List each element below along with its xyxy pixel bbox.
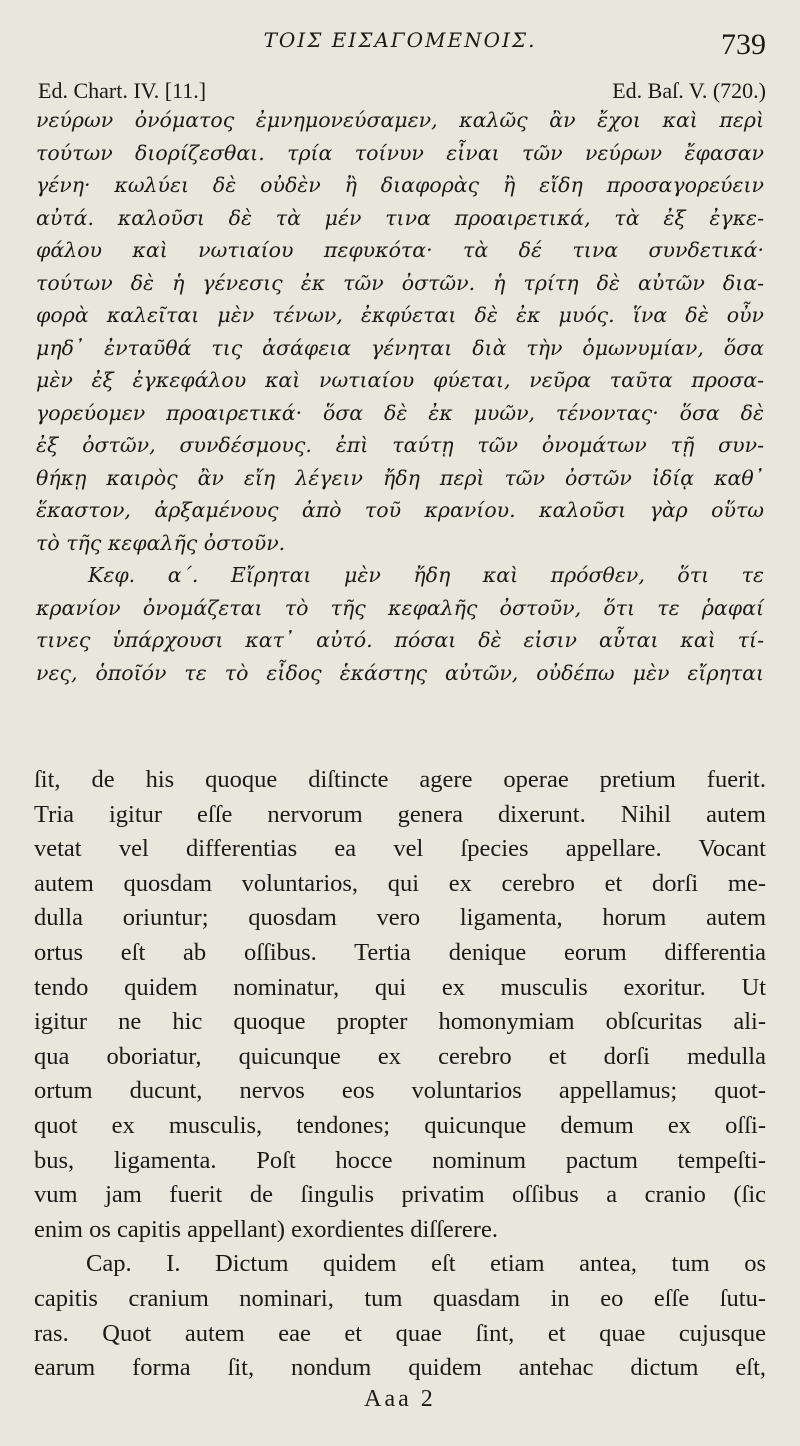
edition-chartier: Ed. Chart. IV. [11.] xyxy=(38,78,207,103)
greek-line: τινες ὑπάρχουσι κατ᾽ αὐτό. πόσαι δὲ εἰσιν αὗται καὶ τί- xyxy=(36,628,764,652)
greek-line: νεύρων ὀνόματος ἐμνημονεύσαμεν, καλῶς ἂν ἔχοι καὶ περὶ xyxy=(36,108,764,132)
latin-line: bus, ligamenta. Poſt hocce nominum pactum tempeſti- xyxy=(34,1146,766,1174)
greek-line: τούτων δὲ ἡ γένεσις ἐκ τῶν ὀστῶν. ἡ τρίτη δὲ αὐτῶν δια- xyxy=(36,270,764,295)
latin-line: igitur ne hic quoque propter homonymiam obſcuritas ali- xyxy=(34,1008,766,1036)
latin-line: quot ex musculis, tendones; quicunque demum ex oſſi- xyxy=(34,1111,766,1139)
latin-chapter-heading-line: Cap. I. Dictum quidem eſt etiam antea, tum os xyxy=(86,1250,766,1278)
latin-line: Tria igitur eſſe nervorum genera dixerunt. Nihil autem xyxy=(34,800,766,828)
latin-line: ras. Quot autem eae et quae ſint, et quae cujusque xyxy=(34,1319,766,1347)
signature-mark: Aaa 2 xyxy=(364,1386,436,1412)
greek-line: νες, ὁποῖόν τε τὸ εἶδος ἑκάστης αὐτῶν, οὐδέπω μὲν εἴρηται xyxy=(36,660,764,685)
greek-line: τὸ τῆς κεφαλῆς ὀστοῦν. xyxy=(36,530,286,555)
greek-line: τούτων διορίζεσθαι. τρία τοίνυν εἶναι τῶν νεύρων ἔφασαν xyxy=(36,140,764,165)
edition-references xyxy=(38,78,766,104)
latin-line: autem quosdam voluntarios, qui ex cerebro et dorſi me- xyxy=(34,869,766,897)
edition-basel: Ed. Baſ. V. (720.) xyxy=(612,78,766,103)
greek-line: γορεύομεν προαιρετικά· ὅσα δὲ ἐκ μυῶν, τένοντας· ὅσα δὲ xyxy=(36,400,764,425)
latin-line: enim os capitis appellant) exordientes diſſerere. xyxy=(34,1215,498,1243)
latin-text-block xyxy=(34,763,766,1386)
greek-line: γένη· κωλύει δὲ οὐδὲν ἢ διαφορὰς ἢ εἴδη προσαγορεύειν xyxy=(36,173,764,197)
greek-line: ἕκαστον, ἀρξαμένους ἀπὸ τοῦ κρανίου. καλοῦσι γὰρ οὕτω xyxy=(36,498,764,522)
greek-line: μὲν ἐξ ἐγκεφάλου καὶ νωτιαίου φύεται, νεῦρα ταῦτα προσα- xyxy=(36,368,764,392)
greek-line: μηδ᾽ ἐνταῦθά τις ἀσάφεια γένηται διὰ τὴν ὁμωνυμίαν, ὅσα xyxy=(36,335,764,360)
page-number: 739 xyxy=(721,28,766,61)
greek-chapter-heading-line: Κεφ. α΄. Εἴρηται μὲν ἤδη καὶ πρόσθεν, ὅτι τε xyxy=(88,563,764,587)
latin-line: tendo quidem nominatur, qui ex musculis exoritur. Ut xyxy=(34,973,766,1001)
greek-text-block xyxy=(36,104,764,689)
latin-line: vum jam fuerit de ſingulis privatim oſſibus a cranio (ſic xyxy=(34,1181,766,1209)
latin-line: qua oboriatur, quicunque ex cerebro et dorſi medulla xyxy=(34,1042,766,1070)
latin-line: vetat vel differentias ea vel ſpecies appellare. Vocant xyxy=(34,835,766,863)
greek-line: φάλου καὶ νωτιαίου πεφυκότα· τὰ δέ τινα συνδετικά· xyxy=(36,238,764,262)
greek-line: φορὰ καλεῖται μὲν τένων, ἐκφύεται δὲ ἐκ μυός. ἵνα δὲ οὖν xyxy=(36,303,764,327)
latin-line: ortum ducunt, nervos eos voluntarios appellamus; quot- xyxy=(34,1077,766,1105)
latin-line: ortus eſt ab oſſibus. Tertia denique eorum differentia xyxy=(34,938,766,966)
latin-line: dulla oriuntur; quosdam vero ligamenta, horum autem xyxy=(34,904,766,932)
latin-line: ſit, de his quoque diſtincte agere operae pretium fuerit. xyxy=(34,766,766,793)
greek-line: ἐξ ὀστῶν, συνδέσμους. ἐπὶ ταύτῃ τῶν ὀνομάτων τῇ συν- xyxy=(36,433,764,457)
running-title: ΤΟΙΣ ΕΙΣΑΓΟΜΕΝΟΙΣ. xyxy=(263,28,537,52)
latin-line: capitis cranium nominari, tum quasdam in eo eſſe ſutu- xyxy=(34,1284,766,1312)
greek-line: αὐτά. καλοῦσι δὲ τὰ μέν τινα προαιρετικά, τὰ ἐξ ἐγκε- xyxy=(36,205,764,230)
latin-line: earum forma ſit, nondum quidem antehac dictum eſt, xyxy=(34,1354,766,1382)
greek-line: θήκῃ καιρὸς ἂν εἴη λέγειν ἤδη περὶ τῶν ὀστῶν ἰδίᾳ καθ᾽ xyxy=(36,465,764,490)
greek-line: κρανίον ὀνομάζεται τὸ τῆς κεφαλῆς ὀστοῦν, ὅτι τε ῥαφαί xyxy=(36,595,764,620)
